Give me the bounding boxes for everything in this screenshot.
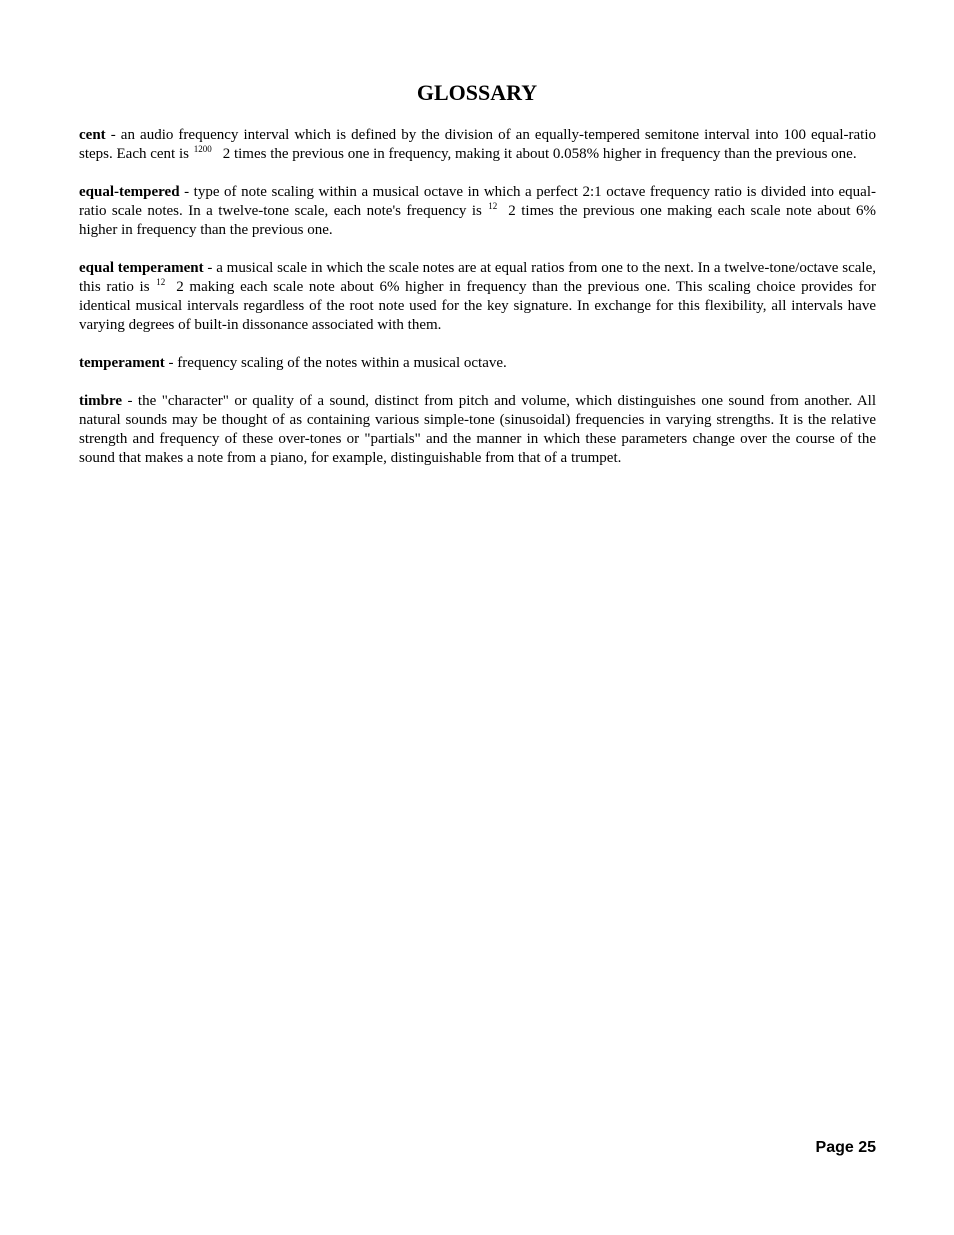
glossary-entry-equal-tempered [79,183,876,240]
glossary-definition: - a musical scale in which the scale notes are at equal ratios from one to the next. In a twelve-tone/octave scale, this ratio is [79,260,876,295]
glossary-term: cent [79,127,106,143]
glossary-term: temperament [79,355,165,371]
root-index: 12 [488,201,498,211]
glossary-definition: - the "character" or quality of a sound, distinct from pitch and volume, which distinguishes one sound from another. All natural sounds may be thought of as containing various simple-tone (sinusoidal) frequencies in varying strengths. It is the relative strength and frequency of these over-tones or "partials" and the manner in which these parameters change over the course of the sound that makes a note from a piano, for example, distinguishable from that of a trumpet. [79,393,876,466]
glossary-entry-equal-temperament [79,259,876,335]
root-index: 1200 [193,144,212,154]
glossary-definition: - frequency scaling of the notes within a musical octave. [164,355,507,371]
glossary-list [79,126,876,487]
glossary-definition: - an audio frequency interval which is defined by the division of an equally-tempered semitone interval into 100 equal-ratio steps. Each cent is [79,127,876,162]
glossary-definition-continued: 2 making each scale note about 6% higher in frequency than the previous one. This scaling choice provides for identical musical intervals regardless of the root note used for the key signature. In exchange for this flexibility, all intervals have varying degrees of built-in dissonance associated with them. [79,279,876,333]
glossary-entry-cent [79,126,876,164]
glossary-definition-continued: 2 times the previous one making each scale note about 6% higher in frequency than the previous one. [79,203,876,238]
glossary-term: equal-tempered [79,184,180,200]
glossary-term: equal temperament [79,260,204,276]
glossary-term: timbre [79,393,123,409]
glossary-entry-temperament [79,354,876,373]
glossary-definition: - type of note scaling within a musical octave in which a perfect 2:1 octave frequency ratio is divided into equal-ratio scale notes. In a twelve-tone scale, each note's frequency is [79,184,876,219]
glossary-definition-continued: 2 times the previous one in frequency, making it about 0.058% higher in frequency than the previous one. [222,146,857,162]
page-number: Page 25 [815,1139,876,1156]
glossary-entry-timbre [79,392,876,468]
root-index: 12 [156,277,166,287]
page-title: GLOSSARY [416,80,538,105]
